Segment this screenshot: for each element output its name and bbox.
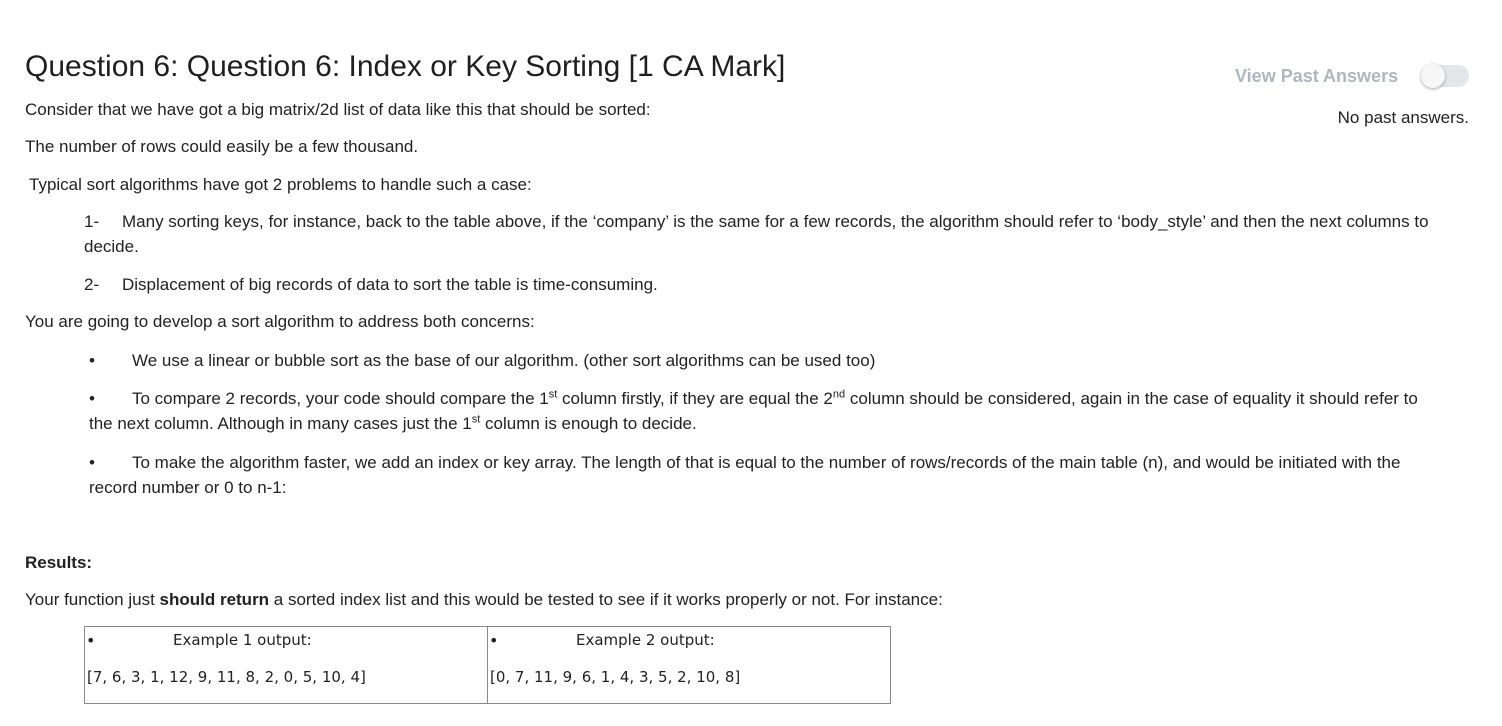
bullet-item-3 — [89, 450, 1479, 500]
numbered-item-text: Many sorting keys, for instance, back to the table above, if the ‘company’ is the same for a few records, the algorithm should refer to ‘body_style’ and then the next columns to — [122, 212, 1429, 231]
results-text-part: Your function just — [25, 590, 160, 609]
numbered-item-text-cont: decide. — [84, 237, 139, 256]
example-heading: Example 1 output: — [173, 631, 312, 649]
bullet-text-part: To compare 2 records, your code should compare the 1 — [132, 389, 549, 408]
bullet-item-2 — [89, 386, 1479, 436]
results-paragraph — [25, 587, 943, 612]
example-value: [0, 7, 11, 9, 6, 1, 4, 3, 5, 2, 10, 8] — [490, 668, 741, 686]
bullet-text-part: the next column. Although in many cases just the 1 — [89, 414, 472, 433]
bullet-text-part: column firstly, if they are equal the 2 — [557, 389, 833, 408]
bullet-marker: • — [489, 631, 499, 650]
concerns-paragraph: You are going to develop a sort algorithm to address both concerns: — [25, 312, 535, 331]
bullet-item-text-cont: record number or 0 to n-1: — [89, 478, 287, 497]
results-heading: Results: — [25, 553, 93, 572]
bullet-item-text — [89, 386, 1479, 411]
example-heading: Example 2 output: — [576, 631, 715, 649]
example-value: [7, 6, 3, 1, 12, 9, 11, 8, 2, 0, 5, 10, 4] — [87, 668, 366, 686]
bullet-item-text-cont — [89, 411, 1479, 436]
example-cell-2 — [488, 627, 891, 704]
bullet-item-text: To make the algorithm faster, we add an index or key array. The length of that is equal to the number of rows/records of the main table (n), and would be initiated with the — [132, 453, 1401, 472]
question-title: Question 6: Question 6: Index or Key Sorting [1 CA Mark] — [25, 50, 786, 83]
ordinal-suffix: st — [548, 388, 558, 401]
bullet-item-1 — [89, 348, 1479, 373]
numbered-item-marker: 1- — [84, 212, 100, 231]
ordinal-suffix: nd — [832, 388, 846, 401]
ordinal-suffix: st — [471, 413, 481, 426]
bullet-marker: • — [89, 453, 95, 472]
table-row — [85, 627, 891, 704]
no-past-answers-text: No past answers. — [1337, 108, 1469, 127]
view-past-answers-toggle[interactable] — [1421, 65, 1469, 87]
bullet-text-part: column should be considered, again in the case of equality it should refer to — [845, 389, 1418, 408]
numbered-item-2 — [84, 272, 1479, 297]
toggle-knob — [1421, 64, 1445, 88]
intro-paragraph: Consider that we have got a big matrix/2d list of data like this that should be sorted: — [25, 100, 651, 119]
results-text-part: a sorted index list and this would be tested to see if it works properly or not. For instance: — [269, 590, 943, 609]
numbered-item-text: Displacement of big records of data to sort the table is time-consuming. — [122, 275, 658, 294]
example-cell-1 — [85, 627, 488, 704]
results-text-emphasis: should return — [159, 590, 270, 609]
bullet-marker: • — [89, 389, 95, 408]
bullet-marker: • — [86, 631, 96, 650]
bullet-text-part: column is enough to decide. — [480, 414, 697, 433]
problems-paragraph: Typical sort algorithms have got 2 problems to handle such a case: — [29, 175, 532, 194]
examples-table — [84, 626, 891, 704]
numbered-item-marker: 2- — [84, 275, 100, 294]
rows-paragraph: The number of rows could easily be a few thousand. — [25, 137, 419, 156]
numbered-item-1 — [84, 209, 1479, 259]
bullet-marker: • — [89, 351, 95, 370]
view-past-answers-label[interactable]: View Past Answers — [1235, 66, 1399, 86]
bullet-item-text: We use a linear or bubble sort as the base of our algorithm. (other sort algorithms can be used too) — [132, 351, 876, 370]
